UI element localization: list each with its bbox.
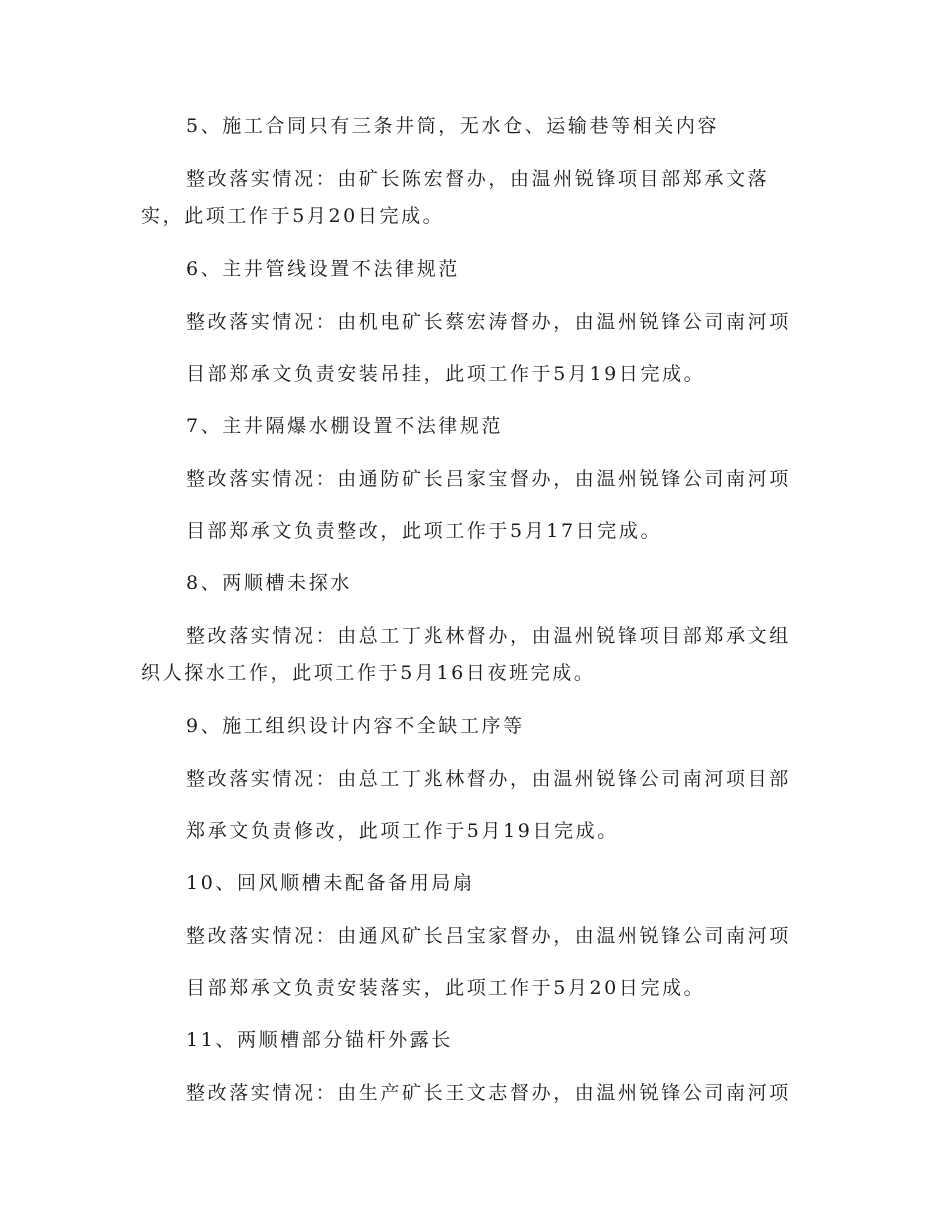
item-7-status-cont: 目部郑承文负责整改，此项工作于5月17日完成。 bbox=[186, 520, 663, 542]
item-11-heading: 11、两顺槽部分锚杆外露长 bbox=[186, 1029, 453, 1051]
item-8-status: 整改落实情况：由总工丁兆林督办，由温州锐锋项目部郑承文组 bbox=[186, 625, 791, 647]
item-10-status: 整改落实情况：由通风矿长吕宝家督办，由温州锐锋公司南河项 bbox=[186, 925, 791, 947]
item-9-status: 整改落实情况：由总工丁兆林督办，由温州锐锋公司南河项目部 bbox=[186, 768, 791, 790]
item-6-status: 整改落实情况：由机电矿长蔡宏涛督办，由温州锐锋公司南河项 bbox=[186, 311, 791, 333]
item-8-status-cont: 织人探水工作，此项工作于5月16日夜班完成。 bbox=[141, 662, 596, 684]
item-5-status-cont: 实，此项工作于5月20日完成。 bbox=[141, 205, 445, 227]
item-5-heading: 5、施工合同只有三条井筒，无水仓、运输巷等相关内容 bbox=[186, 115, 720, 137]
item-9-status-cont: 郑承文负责修改，此项工作于5月19日完成。 bbox=[186, 820, 619, 842]
item-10-status-cont: 目部郑承文负责安装落实，此项工作于5月20日完成。 bbox=[186, 977, 706, 999]
item-5-status: 整改落实情况：由矿长陈宏督办，由温州锐锋项目部郑承文落 bbox=[186, 168, 770, 190]
item-11-status: 整改落实情况：由生产矿长王文志督办，由温州锐锋公司南河项 bbox=[186, 1082, 791, 1104]
item-8-heading: 8、两顺槽未探水 bbox=[186, 572, 352, 594]
item-7-status: 整改落实情况：由通防矿长吕家宝督办，由温州锐锋公司南河项 bbox=[186, 468, 791, 490]
item-6-status-cont: 目部郑承文负责安装吊挂，此项工作于5月19日完成。 bbox=[186, 363, 706, 385]
item-7-heading: 7、主井隔爆水棚设置不法律规范 bbox=[186, 415, 504, 437]
item-9-heading: 9、施工组织设计内容不全缺工序等 bbox=[186, 715, 525, 737]
item-10-heading: 10、回风顺槽未配备备用局扇 bbox=[186, 872, 475, 894]
item-6-heading: 6、主井管线设置不法律规范 bbox=[186, 258, 460, 280]
